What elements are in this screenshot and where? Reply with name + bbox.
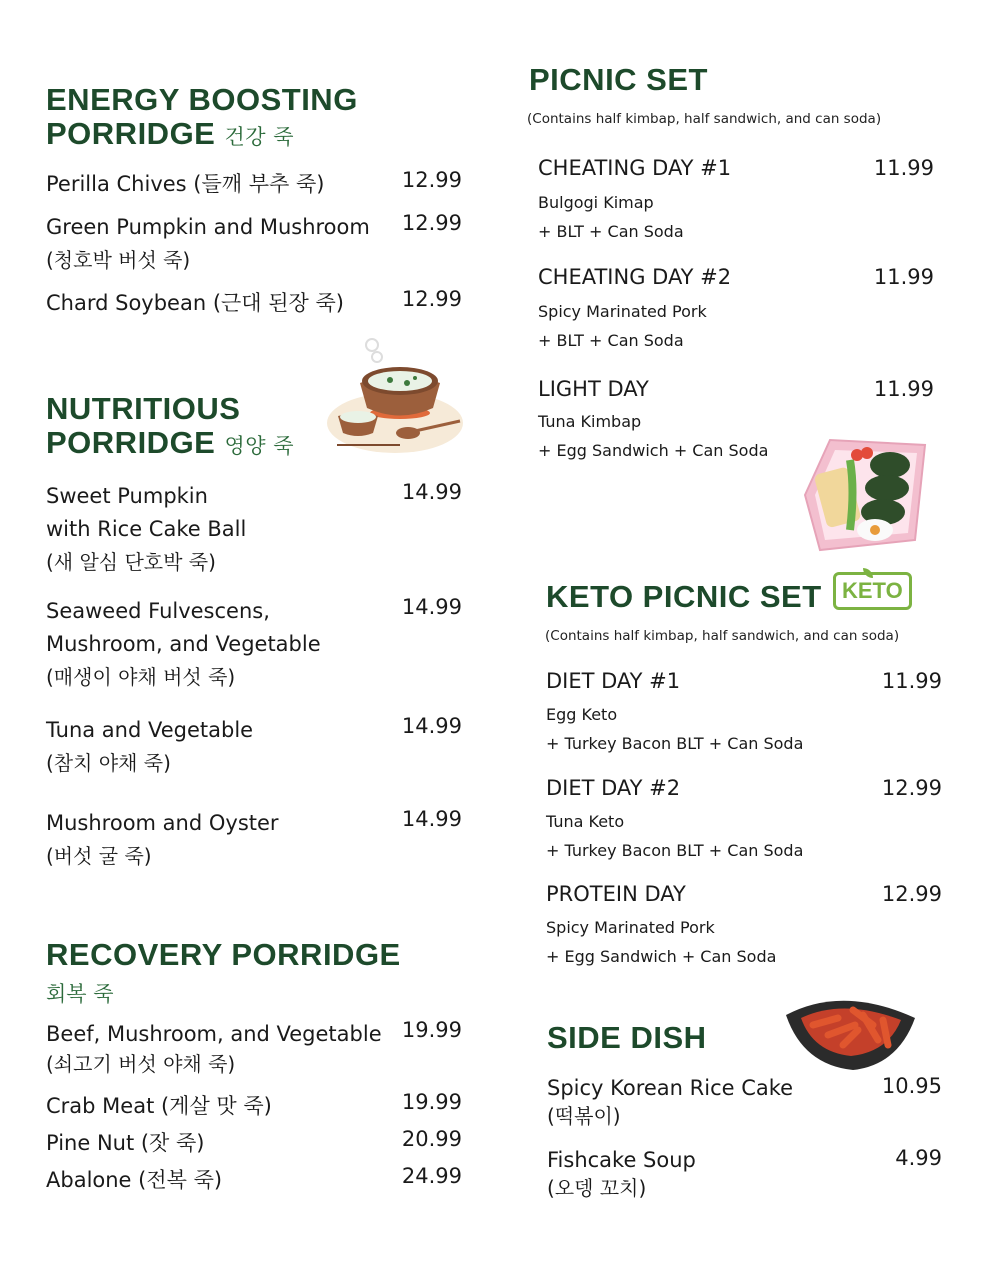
section-title-keto: KETO PICNIC SET: [546, 579, 822, 614]
item-name: Mushroom, and Vegetable: [46, 632, 321, 656]
item-price: 12.99: [881, 776, 942, 800]
item-name: Green Pumpkin and Mushroom: [46, 215, 370, 239]
title-korean: 영양 죽: [224, 434, 295, 458]
set-description: [538, 407, 768, 465]
section-title-nutritious: [46, 392, 294, 463]
set-name: CHEATING DAY #1: [538, 156, 732, 180]
section-title-energy: [46, 83, 358, 154]
item-korean: (버섯 굴 죽): [46, 844, 152, 868]
item-name: Seaweed Fulvescens,: [46, 599, 270, 623]
menu-item: Crab Meat (게살 맛 죽): [46, 1094, 272, 1118]
section-title-side-dish: SIDE DISH: [547, 1020, 707, 1055]
item-price: 11.99: [873, 265, 934, 289]
item-price: 14.99: [401, 480, 462, 504]
item-price: 20.99: [401, 1127, 462, 1151]
menu-item: Chard Soybean (근대 된장 죽): [46, 291, 344, 315]
item-price: 14.99: [401, 807, 462, 831]
item-price: 12.99: [401, 211, 462, 235]
menu-item: [46, 714, 253, 780]
item-korean: (새 알심 단호박 죽): [46, 550, 216, 574]
menu-item: [547, 1146, 696, 1202]
title-line: PORRIDGE: [46, 425, 216, 460]
item-price: 14.99: [401, 714, 462, 738]
set-description: [546, 807, 803, 865]
set-description: [538, 297, 707, 355]
item-korean: (매생이 야채 버섯 죽): [46, 665, 236, 689]
item-price: 10.95: [881, 1074, 942, 1098]
item-name: with Rice Cake Ball: [46, 517, 247, 541]
menu-item: [46, 211, 370, 277]
set-name: CHEATING DAY #2: [538, 265, 732, 289]
desc-line: Bulgogi Kimap: [538, 193, 654, 212]
item-korean: (떡볶이): [547, 1104, 621, 1128]
desc-line: Spicy Marinated Pork: [538, 302, 707, 321]
item-price: 24.99: [401, 1164, 462, 1188]
section-title-picnic: PICNIC SET: [529, 62, 708, 97]
menu-item: Abalone (전복 죽): [46, 1168, 223, 1192]
set-description: [546, 913, 776, 971]
item-price: 4.99: [895, 1146, 942, 1170]
set-description: [546, 700, 803, 758]
desc-line: Tuna Kimbap: [538, 412, 642, 431]
item-price: 19.99: [401, 1090, 462, 1114]
title-korean: 건강 죽: [224, 125, 295, 149]
keto-badge: [833, 572, 912, 610]
desc-line: Tuna Keto: [546, 812, 625, 831]
item-price: 11.99: [873, 156, 934, 180]
desc-line: Egg Keto: [546, 705, 618, 724]
title-korean: 회복 죽: [46, 982, 114, 1006]
item-price: 14.99: [401, 595, 462, 619]
menu-item: Pine Nut (잣 죽): [46, 1131, 205, 1155]
item-price: 12.99: [881, 882, 942, 906]
desc-line: + BLT + Can Soda: [538, 331, 684, 350]
item-price: 19.99: [401, 1018, 462, 1042]
kimbap-lunchbox-illustration: [795, 420, 930, 555]
item-korean: (청호박 버섯 죽): [46, 248, 191, 272]
item-name: Tuna and Vegetable: [46, 718, 254, 742]
item-price: 12.99: [401, 168, 462, 192]
set-name: DIET DAY #2: [546, 776, 681, 800]
set-name: DIET DAY #1: [546, 669, 681, 693]
title-line: PORRIDGE: [46, 116, 216, 151]
desc-line: + Egg Sandwich + Can Soda: [546, 947, 777, 966]
desc-line: + Egg Sandwich + Can Soda: [538, 441, 769, 460]
tteokbokki-bowl-illustration: [783, 990, 918, 1075]
menu-item: [46, 480, 246, 579]
item-price: 12.99: [401, 287, 462, 311]
item-price: 11.99: [873, 377, 934, 401]
item-price: 11.99: [881, 669, 942, 693]
menu-item: [46, 807, 279, 873]
title-line: ENERGY BOOSTING: [46, 82, 358, 117]
section-title-recovery: RECOVERY PORRIDGE: [46, 937, 401, 972]
desc-line: + Turkey Bacon BLT + Can Soda: [546, 734, 804, 753]
menu-item: Perilla Chives (들깨 부추 죽): [46, 172, 325, 196]
set-name: PROTEIN DAY: [546, 882, 686, 906]
item-name: Beef, Mushroom, and Vegetable: [46, 1022, 382, 1046]
item-korean: (쇠고기 버섯 야채 죽): [46, 1052, 236, 1076]
section-note: (Contains half kimbap, half sandwich, and can soda): [545, 628, 900, 644]
desc-line: + Turkey Bacon BLT + Can Soda: [546, 841, 804, 860]
menu-item: [46, 1018, 382, 1077]
keto-badge-label: KETO: [833, 572, 912, 610]
desc-line: + BLT + Can Soda: [538, 222, 684, 241]
item-name: Sweet Pumpkin: [46, 484, 208, 508]
item-name: Fishcake Soup: [547, 1148, 696, 1172]
item-name: Mushroom and Oyster: [46, 811, 279, 835]
porridge-pot-illustration: [325, 333, 465, 458]
set-description: [538, 188, 684, 246]
item-korean: (참치 야채 죽): [46, 751, 171, 775]
desc-line: Spicy Marinated Pork: [546, 918, 715, 937]
title-line: NUTRITIOUS: [46, 391, 241, 426]
menu-item: [547, 1074, 793, 1130]
menu-item: [46, 595, 321, 694]
item-korean: (오뎅 꼬치): [547, 1176, 647, 1200]
set-name: LIGHT DAY: [538, 377, 649, 401]
section-note: (Contains half kimbap, half sandwich, and can soda): [527, 111, 882, 127]
item-name: Spicy Korean Rice Cake: [547, 1076, 794, 1100]
